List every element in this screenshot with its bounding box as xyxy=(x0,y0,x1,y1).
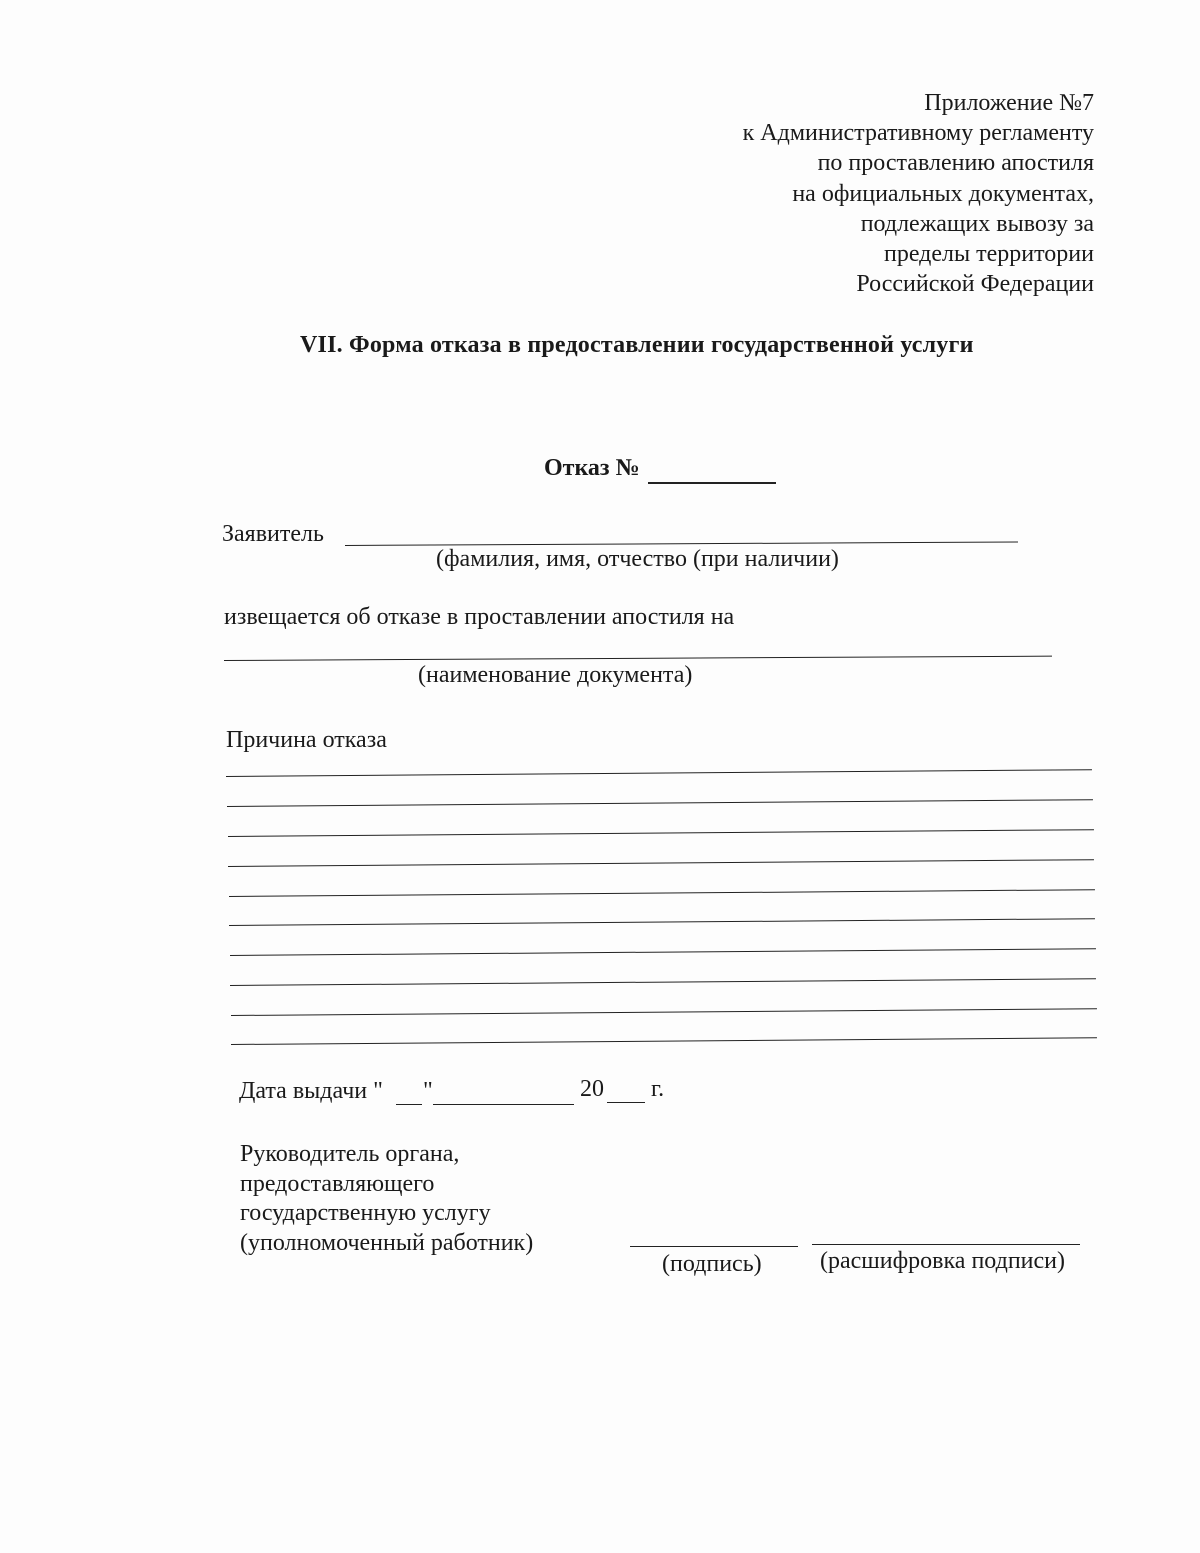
reason-line[interactable] xyxy=(231,1008,1097,1016)
issue-date-label: Дата выдачи " xyxy=(239,1078,383,1104)
signature-field[interactable] xyxy=(630,1246,798,1247)
appendix-line: Российской Федерации xyxy=(856,271,1094,298)
refusal-title: Отказ № xyxy=(544,455,640,481)
signatory-block xyxy=(240,1140,533,1258)
reason-line[interactable] xyxy=(226,769,1092,777)
signatory-line: (уполномоченный работник) xyxy=(240,1229,534,1256)
issue-date-quote: " xyxy=(423,1078,433,1104)
issue-month-field[interactable] xyxy=(433,1104,574,1105)
issue-year-prefix: 20 xyxy=(580,1076,604,1102)
decoding-caption: (расшифровка подписи) xyxy=(820,1248,1065,1274)
appendix-line: пределы территории xyxy=(884,241,1094,268)
appendix-line: подлежащих вывозу за xyxy=(860,210,1094,237)
signatory-line: Руководитель органа, xyxy=(240,1141,460,1167)
reason-line[interactable] xyxy=(231,1037,1097,1045)
applicant-caption: (фамилия, имя, отчество (при наличии) xyxy=(436,546,839,572)
issue-day-field[interactable] xyxy=(396,1104,422,1105)
refusal-number-field[interactable] xyxy=(648,482,776,484)
issue-year-field[interactable] xyxy=(607,1102,645,1103)
issue-year-suffix: г. xyxy=(651,1076,665,1102)
reason-line[interactable] xyxy=(230,978,1096,986)
signature-decoding-field[interactable] xyxy=(812,1244,1080,1245)
reason-line[interactable] xyxy=(228,829,1094,837)
section-title: VII. Форма отказа в предоставлении государственной услуги xyxy=(300,332,974,358)
appendix-line: к Административному регламенту xyxy=(742,120,1094,147)
applicant-label: Заявитель xyxy=(222,521,324,547)
reason-line[interactable] xyxy=(229,889,1095,897)
reason-label: Причина отказа xyxy=(226,727,387,753)
document-name-field[interactable] xyxy=(224,656,1052,661)
signatory-line: государственную услугу xyxy=(240,1200,491,1226)
reason-line[interactable] xyxy=(230,948,1096,956)
appendix-header xyxy=(743,88,1094,299)
notice-caption: (наименование документа) xyxy=(418,662,693,688)
appendix-line: на официальных документах, xyxy=(792,180,1094,207)
signatory-line: предоставляющего xyxy=(240,1170,435,1197)
notice-text: извещается об отказе в проставлении апостиля на xyxy=(224,604,735,630)
reason-line[interactable] xyxy=(227,799,1093,807)
reason-line[interactable] xyxy=(229,918,1095,926)
signature-caption: (подпись) xyxy=(662,1251,762,1277)
appendix-line: Приложение №7 xyxy=(924,90,1094,116)
reason-line[interactable] xyxy=(228,859,1094,867)
appendix-line: по проставлению апостиля xyxy=(817,150,1094,177)
